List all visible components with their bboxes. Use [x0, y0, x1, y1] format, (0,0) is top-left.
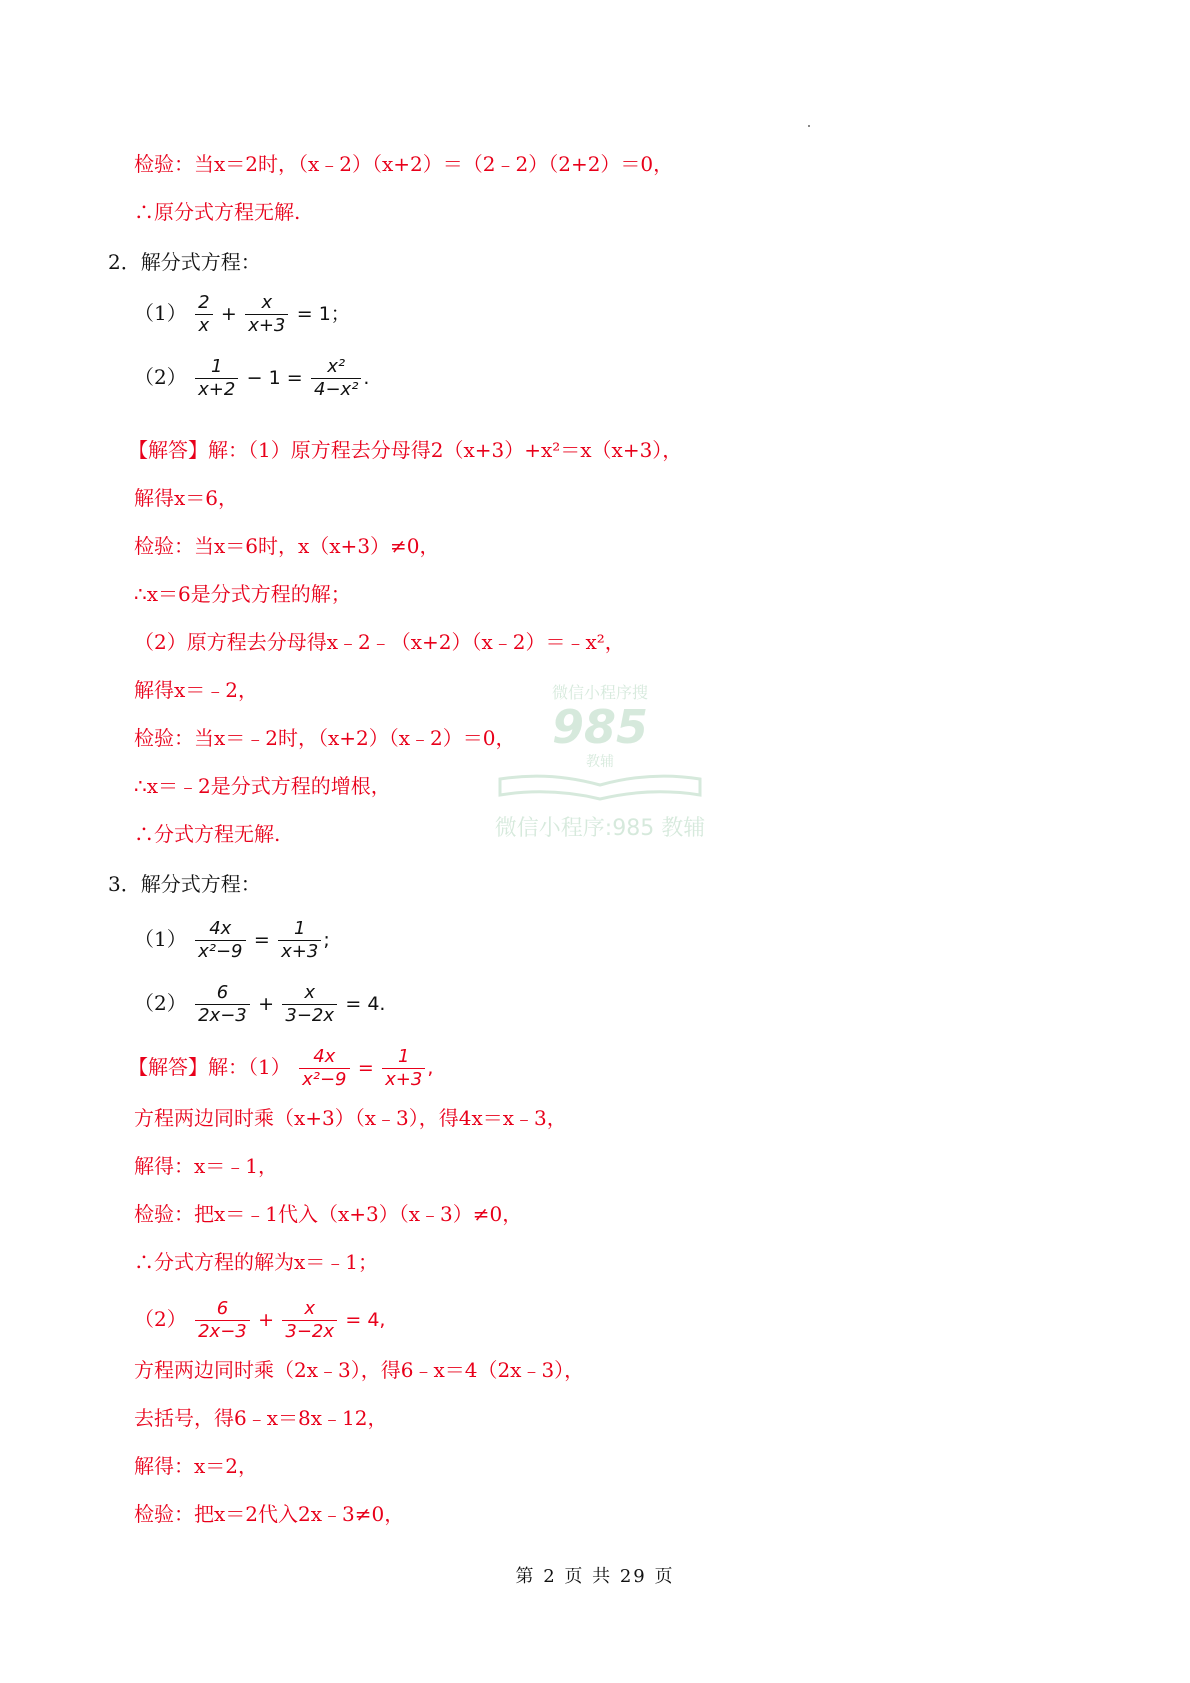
watermark-small-text: 教辅 — [586, 754, 614, 770]
open-book-icon — [490, 771, 710, 801]
fraction: $\frac{x}{x+3}$ — [245, 292, 288, 337]
answer-2-line-3: 检验：当x＝6时，x（x+3）≠0， — [134, 534, 440, 558]
check-line-1: 检验：当x＝2时，（x﹣2）（x+2）＝（2﹣2）（2+2）＝0， — [134, 152, 674, 176]
answer-2-line-8: ∴x＝﹣2是分式方程的增根， — [134, 774, 391, 798]
fraction: $\frac{1}{x+3}$ — [278, 918, 321, 963]
answer-2-line-1: 【解答】解：（1）原方程去分母得2（x+3）+x²＝x（x+3）， — [128, 438, 683, 462]
fraction: $\frac{\text{x²}}{\text{4−x²}}$ — [311, 356, 361, 401]
page-footer: 第 2 页 共 29 页 — [515, 1566, 675, 1587]
answer-2-line-7: 检验：当x＝﹣2时，（x+2）（x﹣2）＝0， — [134, 726, 516, 750]
watermark-top-text: 微信小程序搜 — [551, 683, 648, 702]
watermark-bottom-text: 微信小程序:985 教辅 — [494, 816, 706, 841]
answer-3-line-2: 方程两边同时乘（x+3）（x﹣3），得4x＝x﹣3， — [134, 1106, 567, 1130]
answer-3-line-8: 解得：x＝2， — [134, 1454, 259, 1478]
stray-dot — [808, 125, 810, 127]
answer-3-part-2-equation: （2） $\frac{6}{2x-3}$ + $\frac{x}{3-2x}$ = 4, — [134, 1298, 386, 1342]
answer-2-line-9: ∴分式方程无解. — [134, 822, 281, 846]
problem-2-part-2: （2） $\frac{1}{x+2}$ − 1 = $\frac{\text{x²}}{\text{4−x²}}$ . — [134, 356, 370, 400]
problem-3-title: 3．解分式方程： — [108, 872, 261, 896]
fraction: $\frac{4x}{\text{x²−9}}$ — [195, 918, 245, 963]
problem-3-part-2: （2） $\frac{6}{2x-3}$ + $\frac{x}{3-2x}$ = 4. — [134, 982, 386, 1026]
answer-3-line-7: 去括号，得6﹣x＝8x﹣12， — [134, 1406, 388, 1430]
watermark-logo — [490, 680, 710, 842]
fraction: $\frac{1}{x+2}$ — [195, 356, 238, 401]
problem-2-part-1: （1） $\frac{2}{x}$ + $\frac{x}{x+3}$ = 1； — [134, 292, 350, 336]
problem-3-part-1: （1） $\frac{4x}{\text{x²−9}}$ = $\frac{1}{x+3}$ ; — [134, 918, 330, 962]
answer-2-line-5: （2）原方程去分母得x﹣2﹣（x+2）（x﹣2）＝﹣x²， — [134, 630, 625, 654]
fraction: $\frac{4x}{\text{x²−9}}$ — [299, 1046, 349, 1091]
answer-3-line-4: 检验：把x＝﹣1代入（x+3）（x﹣3）≠0， — [134, 1202, 523, 1226]
answer-3-line-9: 检验：把x＝2代入2x﹣3≠0， — [134, 1502, 405, 1526]
fraction: $\frac{6}{2x-3}$ — [195, 1298, 250, 1343]
answer-3-line-1: 【解答】解：（1） $\frac{4x}{\text{x²−9}}$ = $\frac{1}{x+3}$ , — [128, 1046, 434, 1090]
problem-2-title: 2．解分式方程： — [108, 250, 261, 274]
fraction: $\frac{2}{x}$ — [195, 292, 212, 337]
answer-3-line-6: 方程两边同时乘（2x﹣3），得6﹣x＝4（2x﹣3）， — [134, 1358, 585, 1382]
watermark-number: 985 — [551, 700, 649, 754]
answer-2-line-2: 解得x＝6， — [134, 486, 239, 510]
conclusion-no-solution-1: ∴原分式方程无解. — [134, 200, 301, 224]
answer-3-line-3: 解得：x＝﹣1， — [134, 1154, 279, 1178]
fraction: $\frac{x}{3-2x}$ — [282, 982, 337, 1027]
answer-2-line-4: ∴x＝6是分式方程的解； — [134, 582, 351, 606]
answer-3-line-5: ∴分式方程的解为x＝﹣1； — [134, 1250, 379, 1274]
fraction: $\frac{x}{3-2x}$ — [282, 1298, 337, 1343]
fraction: $\frac{1}{x+3}$ — [382, 1046, 425, 1091]
fraction: $\frac{6}{2x-3}$ — [195, 982, 250, 1027]
answer-2-line-6: 解得x＝﹣2， — [134, 678, 259, 702]
